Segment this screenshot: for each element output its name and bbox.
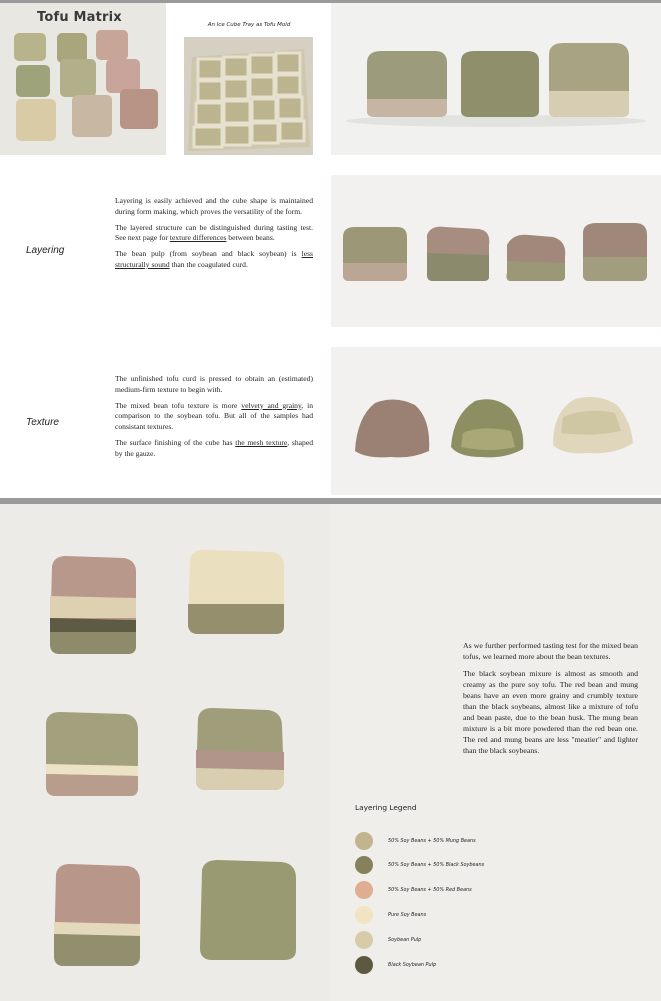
three-cubes-photo [331,3,661,155]
legend-item-pure-soy [355,906,426,924]
texture-label: Texture [26,417,59,428]
texture-para-3: The surface finishing of the cube has the mesh texture, shaped by the gauze. [115,437,314,458]
legend-swatch-red [355,881,373,899]
six-cubes-photo [0,504,330,1001]
legend-label-red: 50% Soy Beans + 50% Red Beans [388,887,472,893]
layering-para-1: Layering is easily achieved and the cube shape is maintained during form making, which proves the versatility of the form. [115,196,313,216]
tofu-matrix-title: Tofu Matrix [37,10,122,25]
legend-swatch-mung [355,832,373,850]
legend-label-soy-pulp: Soybean Pulp [388,937,422,943]
texture-differences-link[interactable]: texture differences [169,233,227,243]
legend-item-black-pulp [355,956,436,974]
mesh-texture-text: the mesh texture [235,437,288,447]
legend-title: Layering Legend [355,803,417,812]
legend-swatch-pure-soy [355,906,373,924]
legend-label-black-soy: 50% Soy Beans + 50% Black Soybeans [388,862,485,868]
legend-swatch-black-pulp [355,956,373,974]
layering-para-3: The bean pulp (from soybean and black soybean) is less structurally sound than the coagulated curd. [115,249,313,269]
tofu-matrix-photo [0,3,166,155]
legend-item-mung [355,832,476,850]
texture-crumbs-photo [331,347,661,495]
legend-label-pure-soy: Pure Soy Beans [388,912,427,918]
legend-item-soy-pulp [355,931,421,949]
texture-para-1: The unfinished tofu curd is pressed to obtain an (estimated) medium-firm texture to begin with. [115,374,313,394]
velvety-grainy-text: velvety and grainy [241,400,302,410]
tasting-para-1: As we further performed tasting test for the mixed bean tofus, we learned more about the bean textures. [463,641,638,661]
ice-tray-photo [184,37,313,155]
legend-swatch-soy-pulp [355,931,373,949]
layering-label: Layering [26,245,65,256]
layering-text [115,196,313,276]
less-structurally-sound-text: less structurally sound [115,249,313,269]
legend-swatch-black-soy [355,856,373,874]
layering-para-2: The layered structure can be distinguished during tasting test. See next page for texture differences between beans. [115,222,313,243]
layering-cubes-photo [331,175,661,327]
tasting-para-2: The black soybean mixure is almost as smooth and creamy as the pure soy tofu. The red bean and mung beans have an even more grainy and crumbly texture than the black soybeans, almost like a mixture of tofu and bean paste, due to the bean husk. The mung bean mixture is a bit more powdered than the red bean one. The red and mung beans are less "meatier" and lighter than the black soybeans. [463,669,638,755]
texture-text [115,374,313,465]
legend-label-black-pulp: Black Soybean Pulp [388,962,437,968]
ice-tray-caption: An Ice Cube Tray as Tofu Mold [207,22,291,28]
legend-label-mung: 50% Soy Beans + 50% Mung Beans [388,838,476,844]
texture-para-2: The mixed bean tofu texture is more velvety and grainy, in comparison to the soybean tofu. But all of the samples had consistant textures. [115,400,313,432]
legend-item-red [355,881,472,899]
legend-item-black-soy [355,856,484,874]
tasting-text [463,640,638,762]
